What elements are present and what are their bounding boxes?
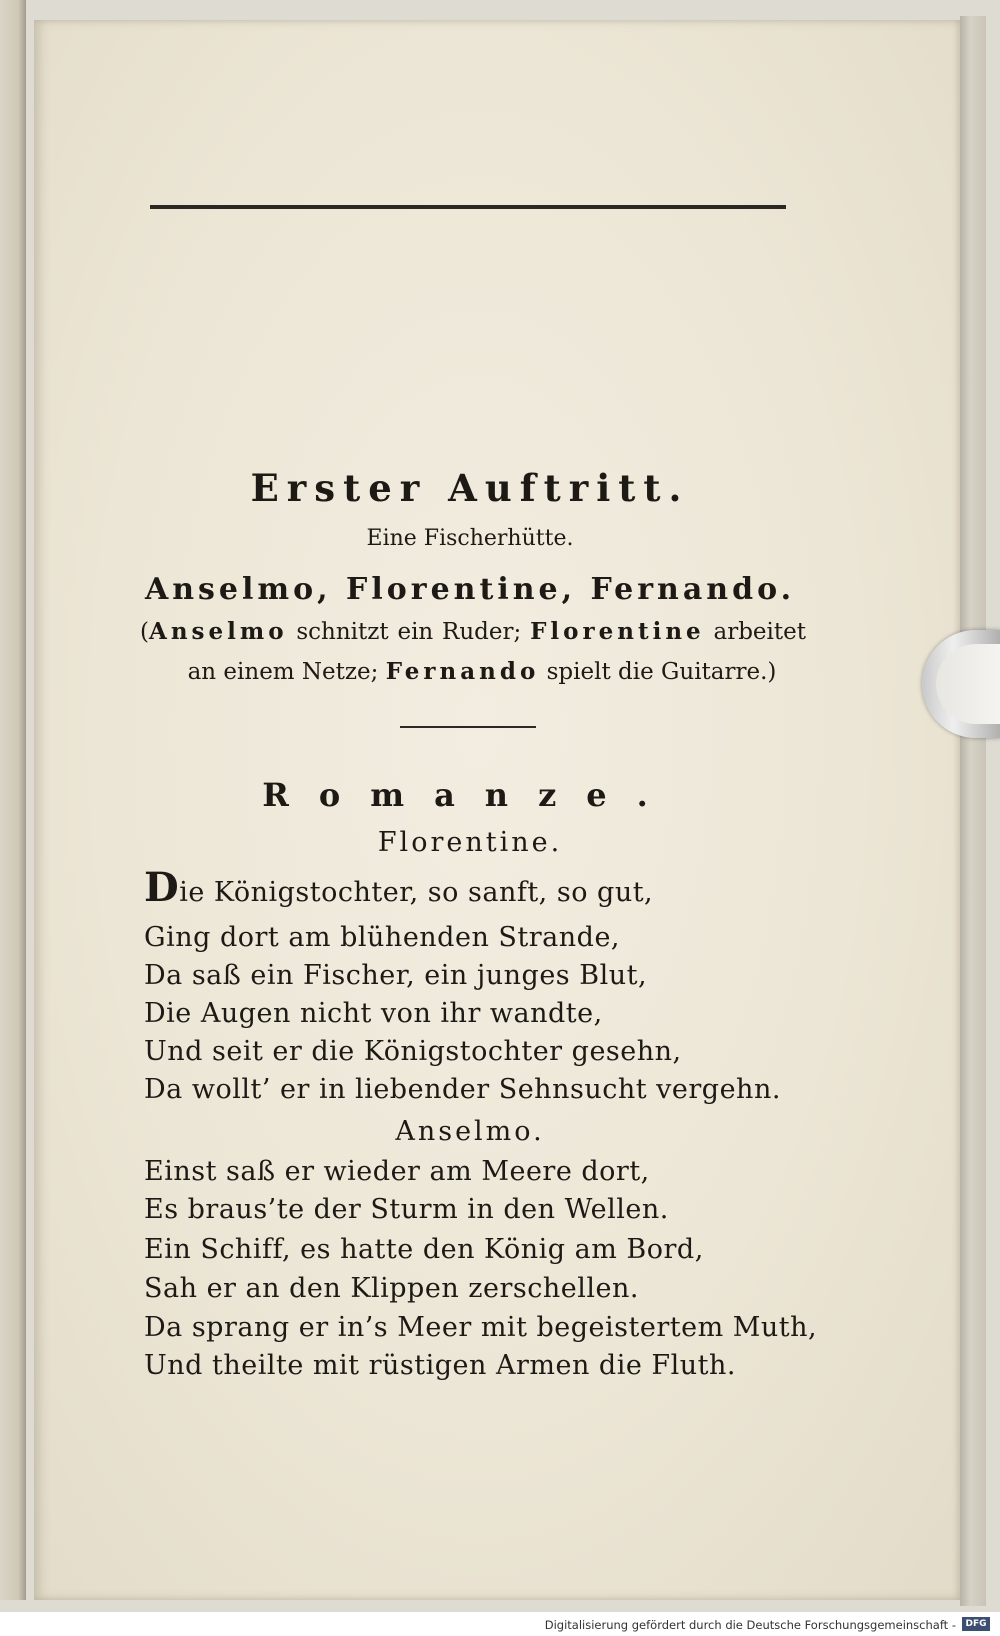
verse-line: Und theilte mit rüstigen Armen die Fluth. xyxy=(144,1350,736,1381)
verse-line: Da wollt’ er in liebender Sehnsucht vergehn. xyxy=(144,1074,781,1105)
verse-line: Die Augen nicht von ihr wandte, xyxy=(144,998,603,1029)
direction-text-3: an einem Netze; xyxy=(187,659,386,685)
direction-open-paren: ( xyxy=(140,619,149,645)
stage-direction-line-2 xyxy=(174,658,790,685)
verse-line: Ging dort am blühenden Strande, xyxy=(144,922,621,953)
page-stack-edge xyxy=(960,16,986,1606)
verse-line: Sah er an den Klippen zerschellen. xyxy=(144,1273,639,1304)
dfg-logo: DFG xyxy=(962,1617,990,1631)
direction-text-4: spielt die Guitarre.) xyxy=(539,659,777,685)
direction-name-fernando: Fernando xyxy=(385,658,540,685)
section-rule xyxy=(400,726,536,728)
song-title: Romanze. xyxy=(262,776,678,814)
speaker-label: Florentine. xyxy=(377,827,563,858)
direction-name-florentine: Florentine xyxy=(530,618,705,645)
footer-credit: Digitalisierung gefördert durch die Deutsche Forschungsgemeinschaft - xyxy=(544,1618,956,1632)
direction-text-1: schnitzt ein Ruder; xyxy=(287,619,531,645)
drop-cap: D xyxy=(144,864,180,911)
stage-direction-line-1 xyxy=(140,618,806,645)
scene-title: Erster Auftritt. xyxy=(250,466,690,510)
verse-line xyxy=(144,864,654,911)
verse-line: Und seit er die Königstochter gesehn, xyxy=(144,1036,682,1067)
verse-line: Es braus’te der Sturm in den Wellen. xyxy=(144,1194,669,1225)
verse-line: Da saß ein Fischer, ein junges Blut, xyxy=(144,960,648,991)
verse-line: Da sprang er in’s Meer mit begeistertem Muth, xyxy=(144,1312,818,1343)
verse-line-text: ie Königstochter, so sanft, so gut, xyxy=(179,877,654,908)
character-list: Anselmo, Florentine, Fernando. xyxy=(144,572,796,607)
top-rule xyxy=(150,205,786,209)
direction-text-2: arbeitet xyxy=(704,619,806,645)
verse-line: Einst saß er wieder am Meere dort, xyxy=(144,1156,650,1187)
page-clip-inner xyxy=(936,644,1000,724)
verse-line: Ein Schiff, es hatte den König am Bord, xyxy=(144,1234,704,1265)
speaker-label: Anselmo. xyxy=(395,1116,545,1147)
scene-place: Eine Fischerhütte. xyxy=(366,526,574,551)
previous-page-edge xyxy=(0,0,26,1600)
direction-name-anselmo: Anselmo xyxy=(148,618,288,645)
